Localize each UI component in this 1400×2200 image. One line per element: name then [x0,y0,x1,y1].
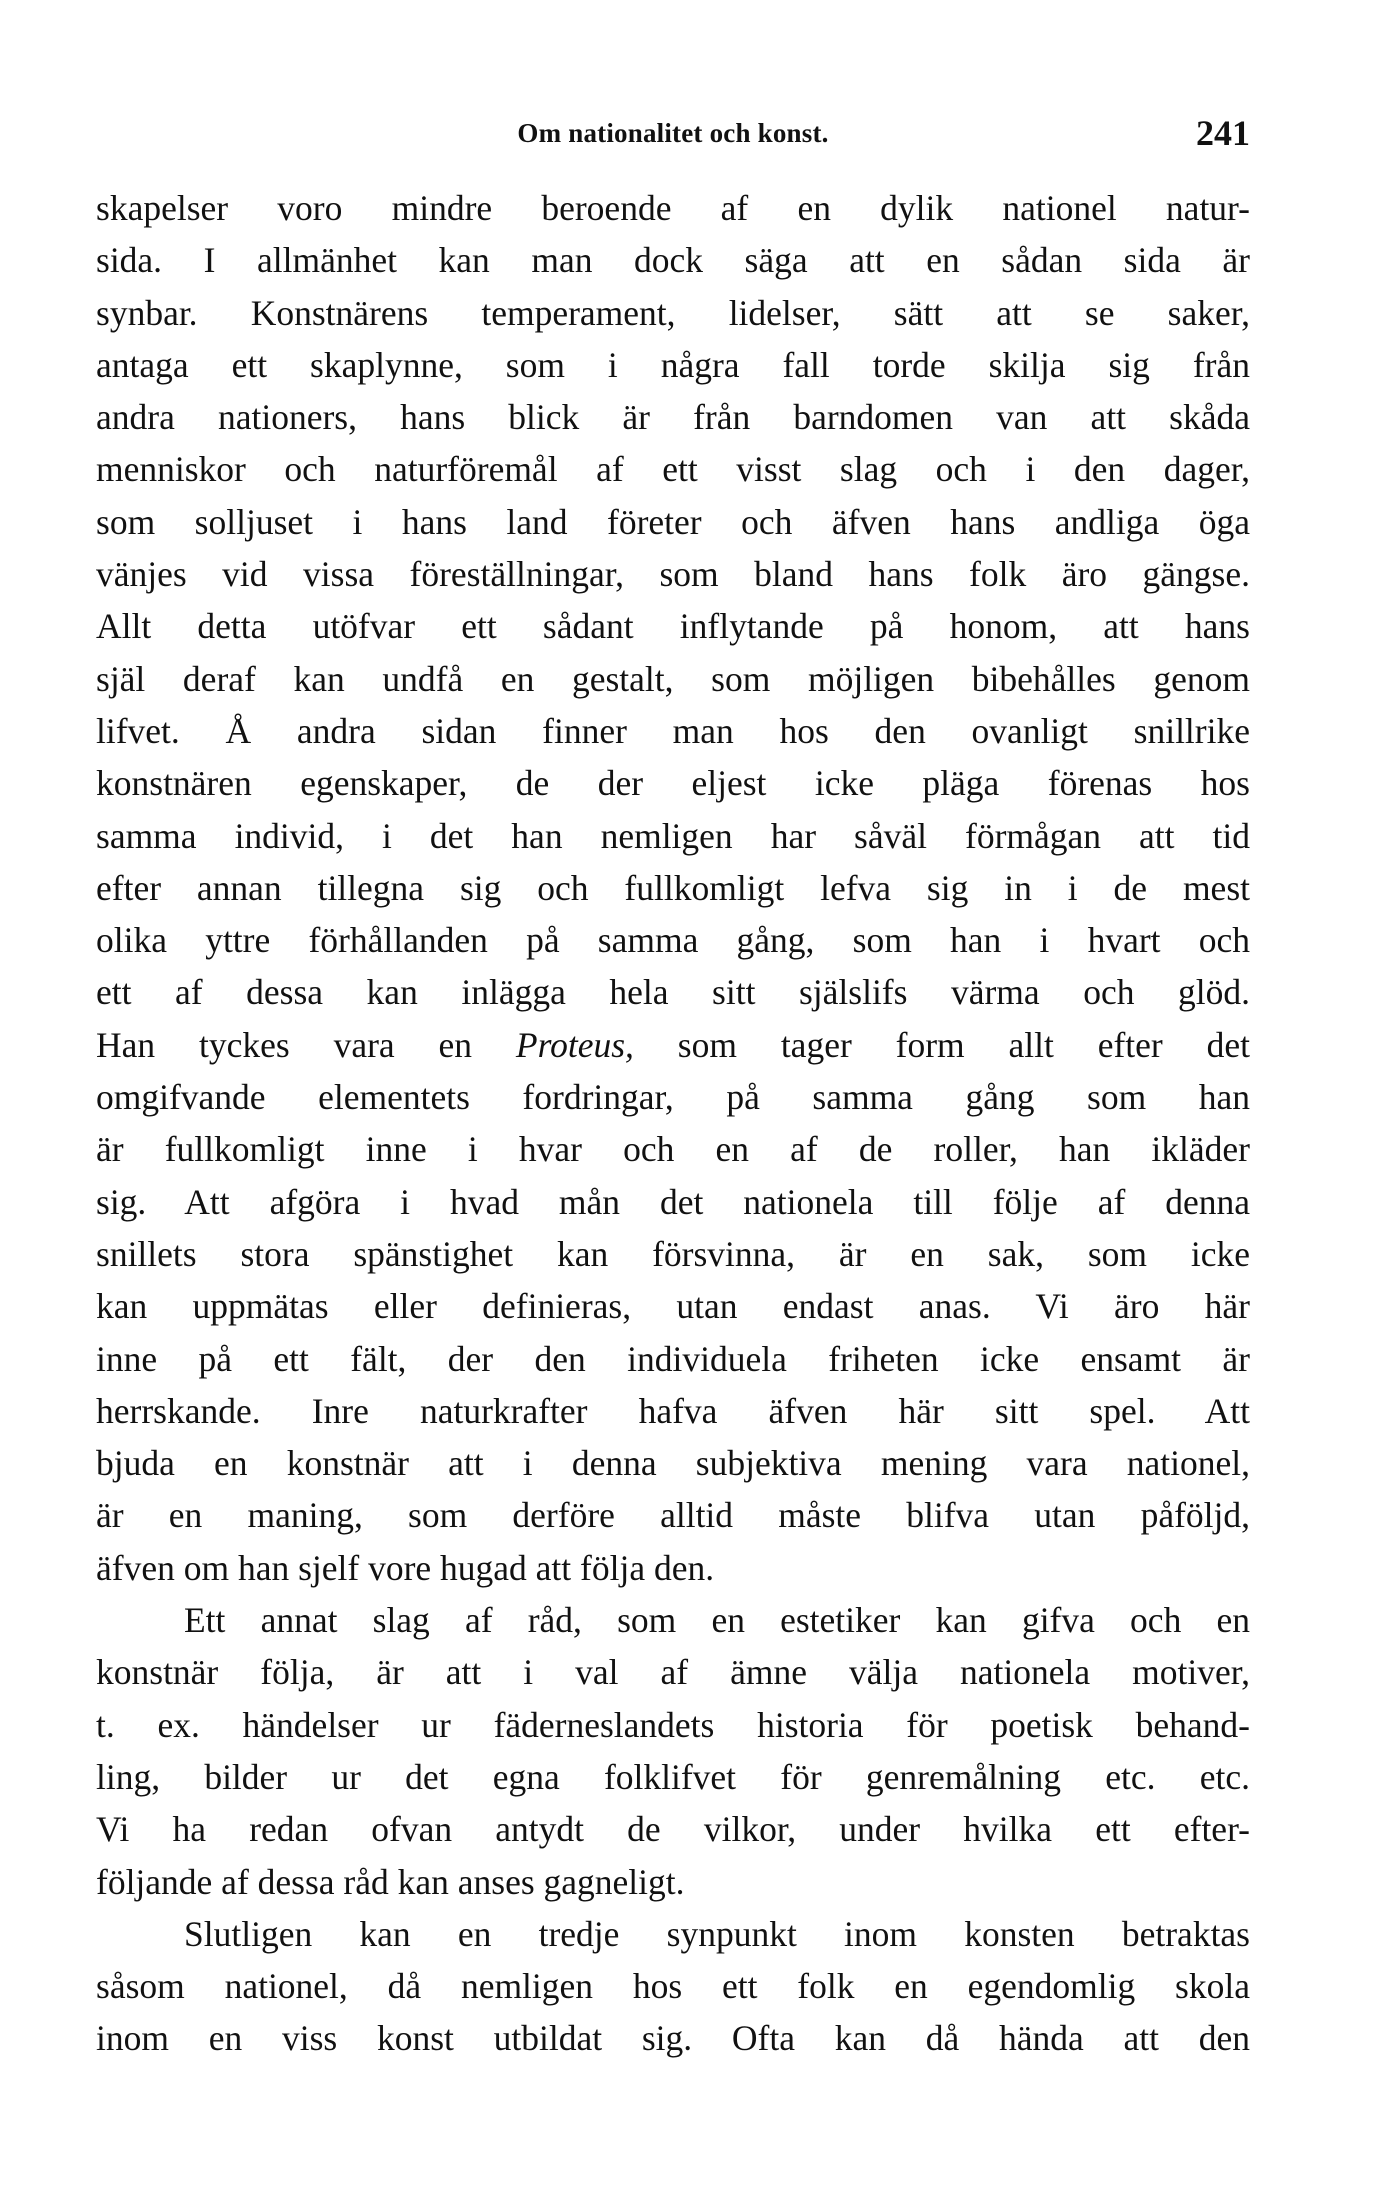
text-line: som solljuset i hans land företer och äfven hans andliga öga [96,501,1250,542]
text-line: Vi ha redan ofvan antydt de vilkor, under hvilka ett efter- [96,1809,1250,1850]
text-line: Slutligen kan en tredje synpunkt inom konsten betraktas [184,1913,1250,1954]
text-line: inne på ett fält, der den individuela friheten icke ensamt är [96,1338,1250,1379]
text-line: Allt detta utöfvar ett sådant inflytande på honom, att hans [96,606,1250,647]
text-line: såsom nationel, då nemligen hos ett folk en egendomlig skola [96,1966,1250,2007]
text-line: menniskor och naturföremål af ett visst slag och i den dager, [96,449,1250,490]
text-line: är fullkomligt inne i hvar och en af de roller, han ikläder [96,1129,1250,1170]
text-line: ett af dessa kan inlägga hela sitt själslifs värma och glöd. [96,972,1250,1013]
text-line: synbar. Konstnärens temperament, lidelser, sätt att se saker, [96,292,1250,333]
text-line: själ deraf kan undfå en gestalt, som möjligen bibehålles genom [96,658,1250,699]
text-line-with-italic [96,1019,1250,1071]
text-line: snillets stora spänstighet kan försvinna, är en sak, som icke [96,1233,1250,1274]
text-line: omgifvande elementets fordringar, på samma gång som han [96,1077,1250,1118]
running-head: Om nationalitet och konst. [517,118,829,148]
paragraph-1 [96,182,1250,1594]
text-line: Ett annat slag af råd, som en estetiker kan gifva och en [184,1600,1250,1641]
text-line: kan uppmätas eller definieras, utan endast anas. Vi äro här [96,1286,1250,1327]
text-line: konstnären egenskaper, de der eljest icke pläga förenas hos [96,763,1250,804]
text-line: efter annan tillegna sig och fullkomligt lefva sig in i de mest [96,867,1250,908]
text-line: olika yttre förhållanden på samma gång, som han i hvart och [96,920,1250,961]
text-line: skapelser voro mindre beroende af en dylik nationel natur- [96,188,1250,228]
text-line: samma individ, i det han nemligen har såväl förmågan att tid [96,815,1250,856]
paragraph-3 [96,1908,1250,2065]
text-line: t. ex. händelser ur fäderneslandets historia för poetisk behand- [96,1704,1250,1745]
text-line: ling, bilder ur det egna folklifvet för genremålning etc. etc. [96,1756,1250,1797]
text-line: följande af dessa råd kan anses gagneligt. [96,1861,685,1902]
text-line: andra nationers, hans blick är från barndomen van att skåda [96,397,1250,438]
text-line: lifvet. Å andra sidan finner man hos den ovanligt snillrike [96,710,1250,751]
page-number: 241 [1196,113,1250,153]
text-line: bjuda en konstnär att i denna subjektiva mening vara nationel, [96,1443,1250,1484]
text-line: antaga ett skaplynne, som i några fall torde skilja sig från [96,344,1250,385]
text-line: inom en viss konst utbildat sig. Ofta kan då hända att den [96,2018,1250,2059]
text-line: sida. I allmänhet kan man dock säga att en sådan sida är [96,240,1250,281]
italic-word: Proteus, [515,1024,634,1065]
text-line: konstnär följa, är att i val af ämne välja nationela motiver, [96,1652,1250,1693]
text-line: äfven om han sjelf vore hugad att följa den. [96,1547,715,1588]
text-line: herrskande. Inre naturkrafter hafva äfven här sitt spel. Att [96,1390,1250,1431]
paragraph-2 [96,1594,1250,1908]
text-line: sig. Att afgöra i hvad mån det nationela till följe af denna [96,1181,1250,1222]
text-line: är en maning, som derföre alltid måste blifva utan påföljd, [96,1495,1250,1536]
body-text [96,182,1250,2065]
text-segment: som tager form allt efter det [633,1024,1250,1065]
text-line: vänjes vid vissa föreställningar, som bland hans folk äro gängse. [96,554,1250,595]
page-header [96,112,1250,162]
text-segment: Han tyckes vara en [96,1024,516,1065]
